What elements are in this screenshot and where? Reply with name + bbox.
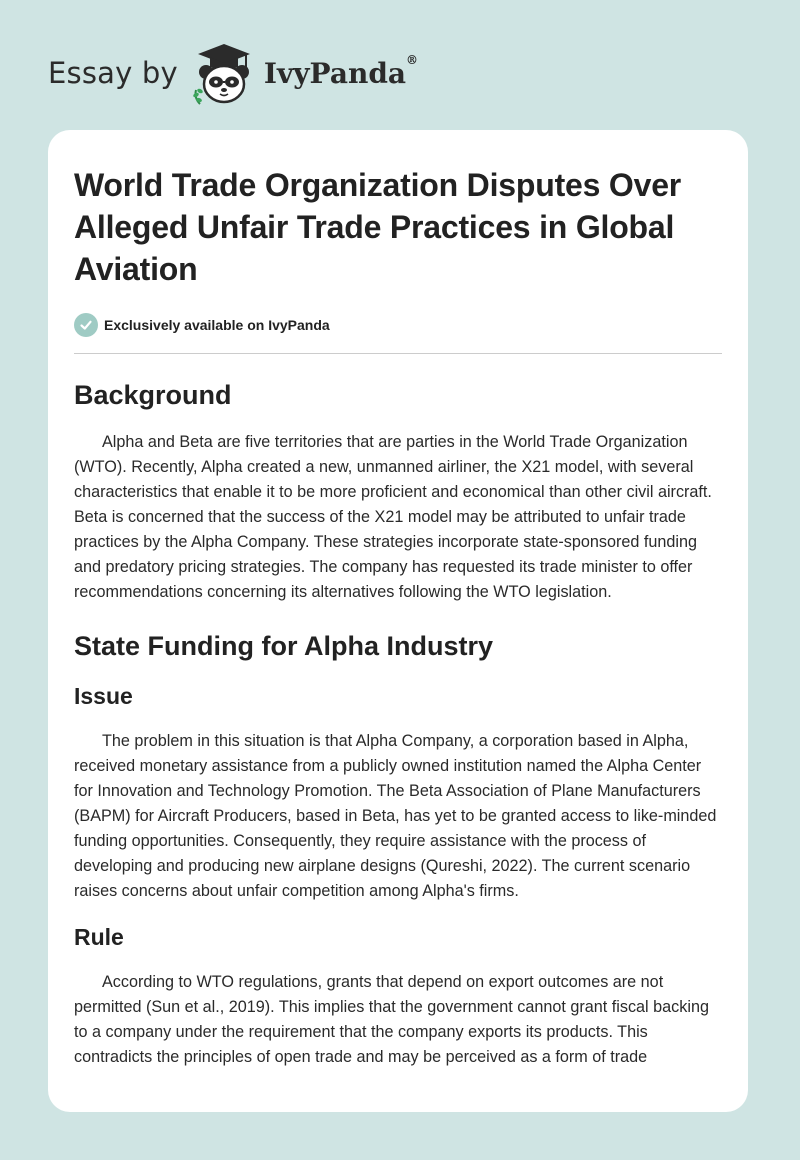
exclusive-label: Exclusively available on IvyPanda: [104, 317, 330, 333]
subheading-issue: Issue: [74, 683, 133, 709]
panda-logo-icon: [192, 40, 256, 106]
divider: [74, 353, 722, 354]
brand-name: IvyPanda®: [263, 52, 419, 90]
paragraph-background: Alpha and Beta are five territories that are parties in the World Trade Organization (WTO). Recently, Alpha created a new, unmanned airliner, the X21 model, with several characteristics that enable it to be more proficient and economical than other civil aircraft. Beta is concerned that the success of the X21 model may be attributed to unfair trade practices by the Alpha Company. These strategies incorporate state-sponsored funding and predatory pricing strategies. The company has requested its trade minister to offer recommendations concerning its alternatives following the WTO legislation.: [74, 433, 712, 601]
brand-header[interactable]: [48, 38, 418, 108]
brand-prefix: Essay by: [48, 56, 178, 90]
exclusive-badge: [74, 312, 722, 338]
section-heading-state-funding: State Funding for Alpha Industry: [74, 631, 493, 661]
paragraph-rule: According to WTO regulations, grants that depend on export outcomes are not permitted (Sun et al., 2019). This implies that the government cannot grant fiscal backing to a company under the requirement that the company exports its products. This contradicts the principles of open trade and may be perceived as a form of trade: [74, 973, 709, 1066]
page-title: World Trade Organization Disputes Over Alleged Unfair Trade Practices in Global Aviation: [74, 167, 682, 287]
section-heading-background: Background: [74, 380, 232, 410]
check-icon: [74, 313, 98, 337]
registered-mark: ®: [406, 52, 419, 67]
essay-card: [48, 130, 748, 1112]
subheading-rule: Rule: [74, 924, 124, 950]
paragraph-issue: The problem in this situation is that Alpha Company, a corporation based in Alpha, received monetary assistance from a publicly owned institution named the Alpha Center for Innovation and Technology Promotion. The Beta Association of Plane Manufacturers (BAPM) for Aircraft Producers, based in Beta, has yet to be granted access to like-minded funding opportunities. Consequently, they require assistance with the process of developing and producing new airplane designs (Qureshi, 2022). The current scenario raises concerns about unfair competition among Alpha's firms.: [74, 732, 717, 900]
